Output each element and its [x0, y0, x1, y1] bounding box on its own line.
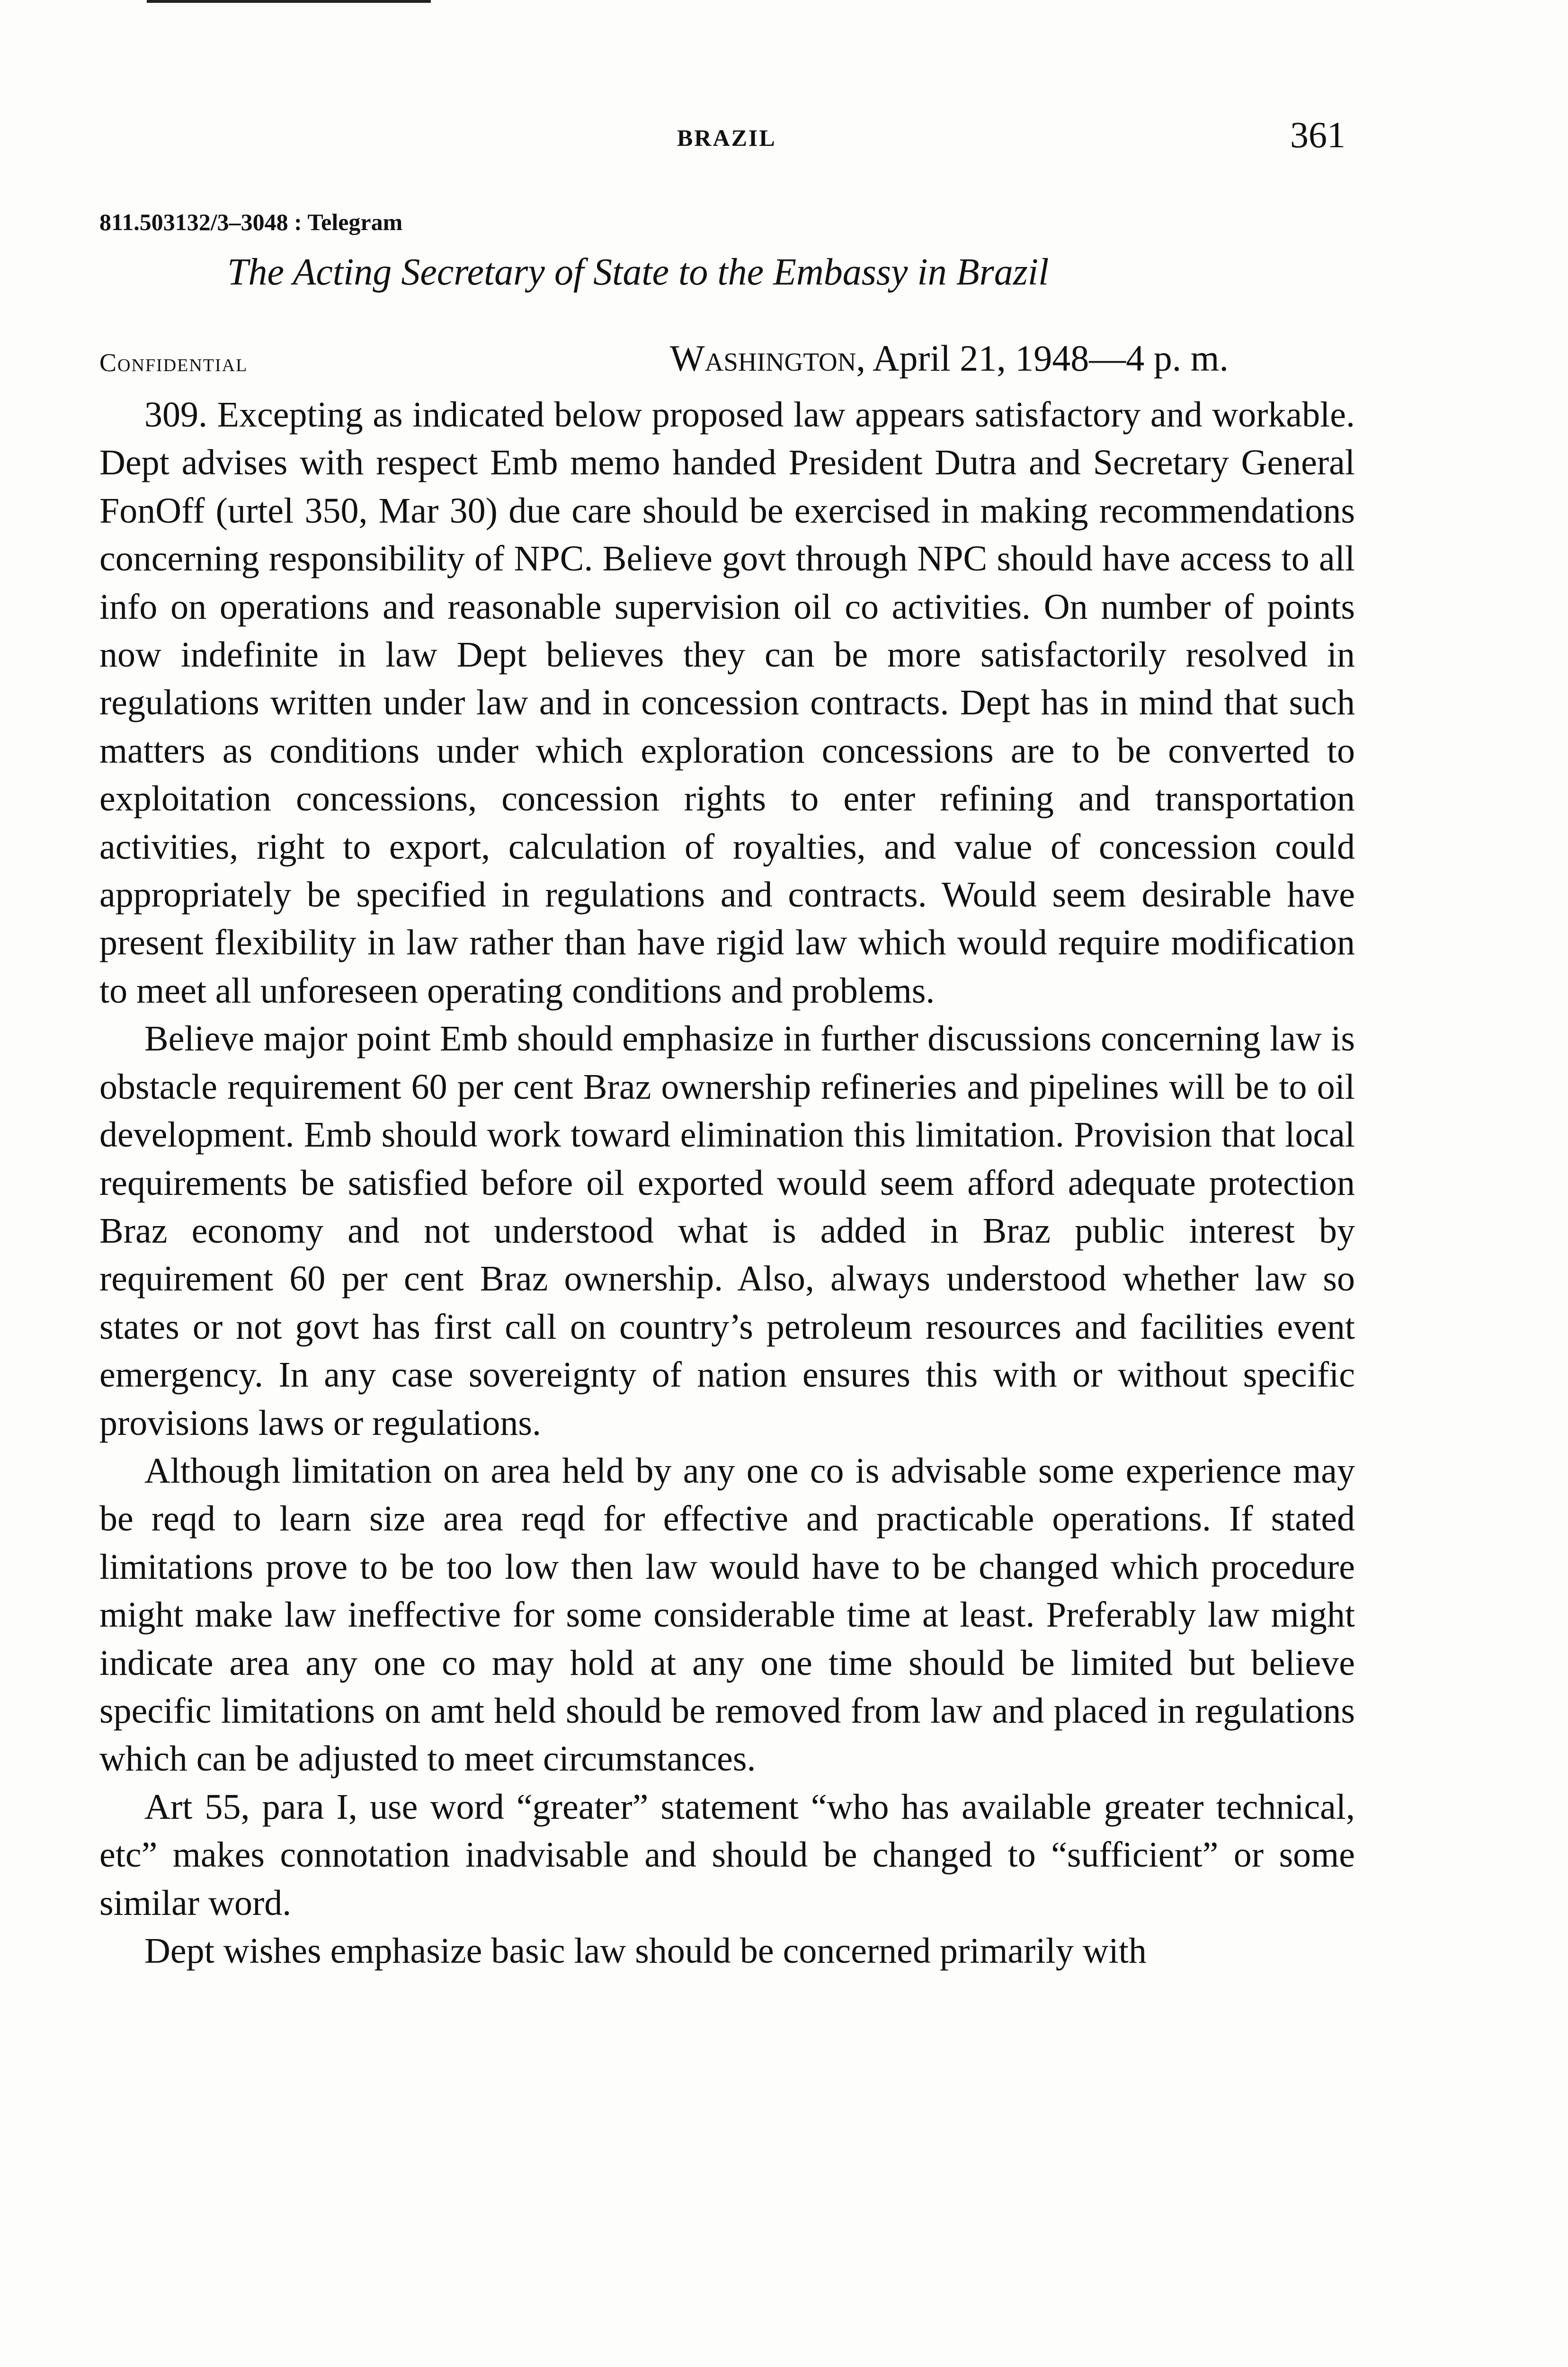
paragraph: Although limitation on area held by any one co is advisable some experience may be reqd to learn size area reqd for effective and practicable operations. If stated limitations prove to be too low then law would have to be changed which procedure might make law ineffective for some considerable time at least. Preferably law might indicate area any one co may hold at any one time should be limited but believe specific limitations on amt held should be removed from law and placed in regulations which can be adjusted to meet circumstances. — [99, 1450, 1355, 1779]
page-number: 361 — [1290, 114, 1345, 155]
paragraph: Believe major point Emb should emphasize in further discussions concerning law is obstacle requirement 60 per cent Braz ownership refineries and pipelines will be to oil development. Emb should work toward elimination this limitation. Provision that local requirements be satisfied before oil exported would seem afford adequate protection Braz economy and not understood what is added in Braz public interest by requirement 60 per cent Braz ownership. Also, always understood whether law so states or not govt has first call on country’s petroleum resources and facilities event emergency. In any case sovereignty of nation ensures this with or without specific provisions laws or regulations. — [99, 1019, 1355, 1443]
paragraph: Art 55, para I, use word “greater” statement “who has available greater technical, etc” makes connotation inadvisable and should be changed to “sufficient” or some similar word. — [99, 1787, 1355, 1923]
paragraph: 309. Excepting as indicated below proposed law appears satisfactory and workable. Dept advises with respect Emb memo handed President Dutra and Secretary General FonOff (urtel 350, Mar 30) due care should be exercised in making recommendations concerning responsibility of NPC. Believe govt through NPC should have access to all info on operations and reasonable supervision oil co activities. On number of points now indefinite in law Dept believes they can be more satisfactorily resolved in regulations written under law and in concession contracts. Dept has in mind that such matters as conditions under which exploration concessions are to be converted to exploitation concessions, concession rights to enter refining and transportation activities, right to export, calculation of royalties, and value of concession could appropriately be specified in regulations and contracts. Would seem desirable have present flexibility in law rather than have rigid law which would require modification to meet all unforeseen operating conditions and problems. — [99, 395, 1355, 1011]
document-reference: 811.503132/3–3048 : Telegram — [99, 209, 403, 235]
telegram-body — [99, 391, 1355, 1975]
top-rule — [147, 0, 431, 3]
dateline-date: April 21, 1948—4 p. m. — [873, 338, 1229, 379]
document-title: The Acting Secretary of State to the Embassy in Brazil — [227, 251, 1049, 293]
paragraph: Dept wishes emphasize basic law should be concerned primarily with — [144, 1931, 1147, 1971]
classification-label: Confidential — [99, 348, 248, 377]
running-head: BRAZIL — [677, 125, 776, 151]
dateline-place: Washington, — [670, 338, 865, 379]
dateline — [670, 337, 1229, 380]
